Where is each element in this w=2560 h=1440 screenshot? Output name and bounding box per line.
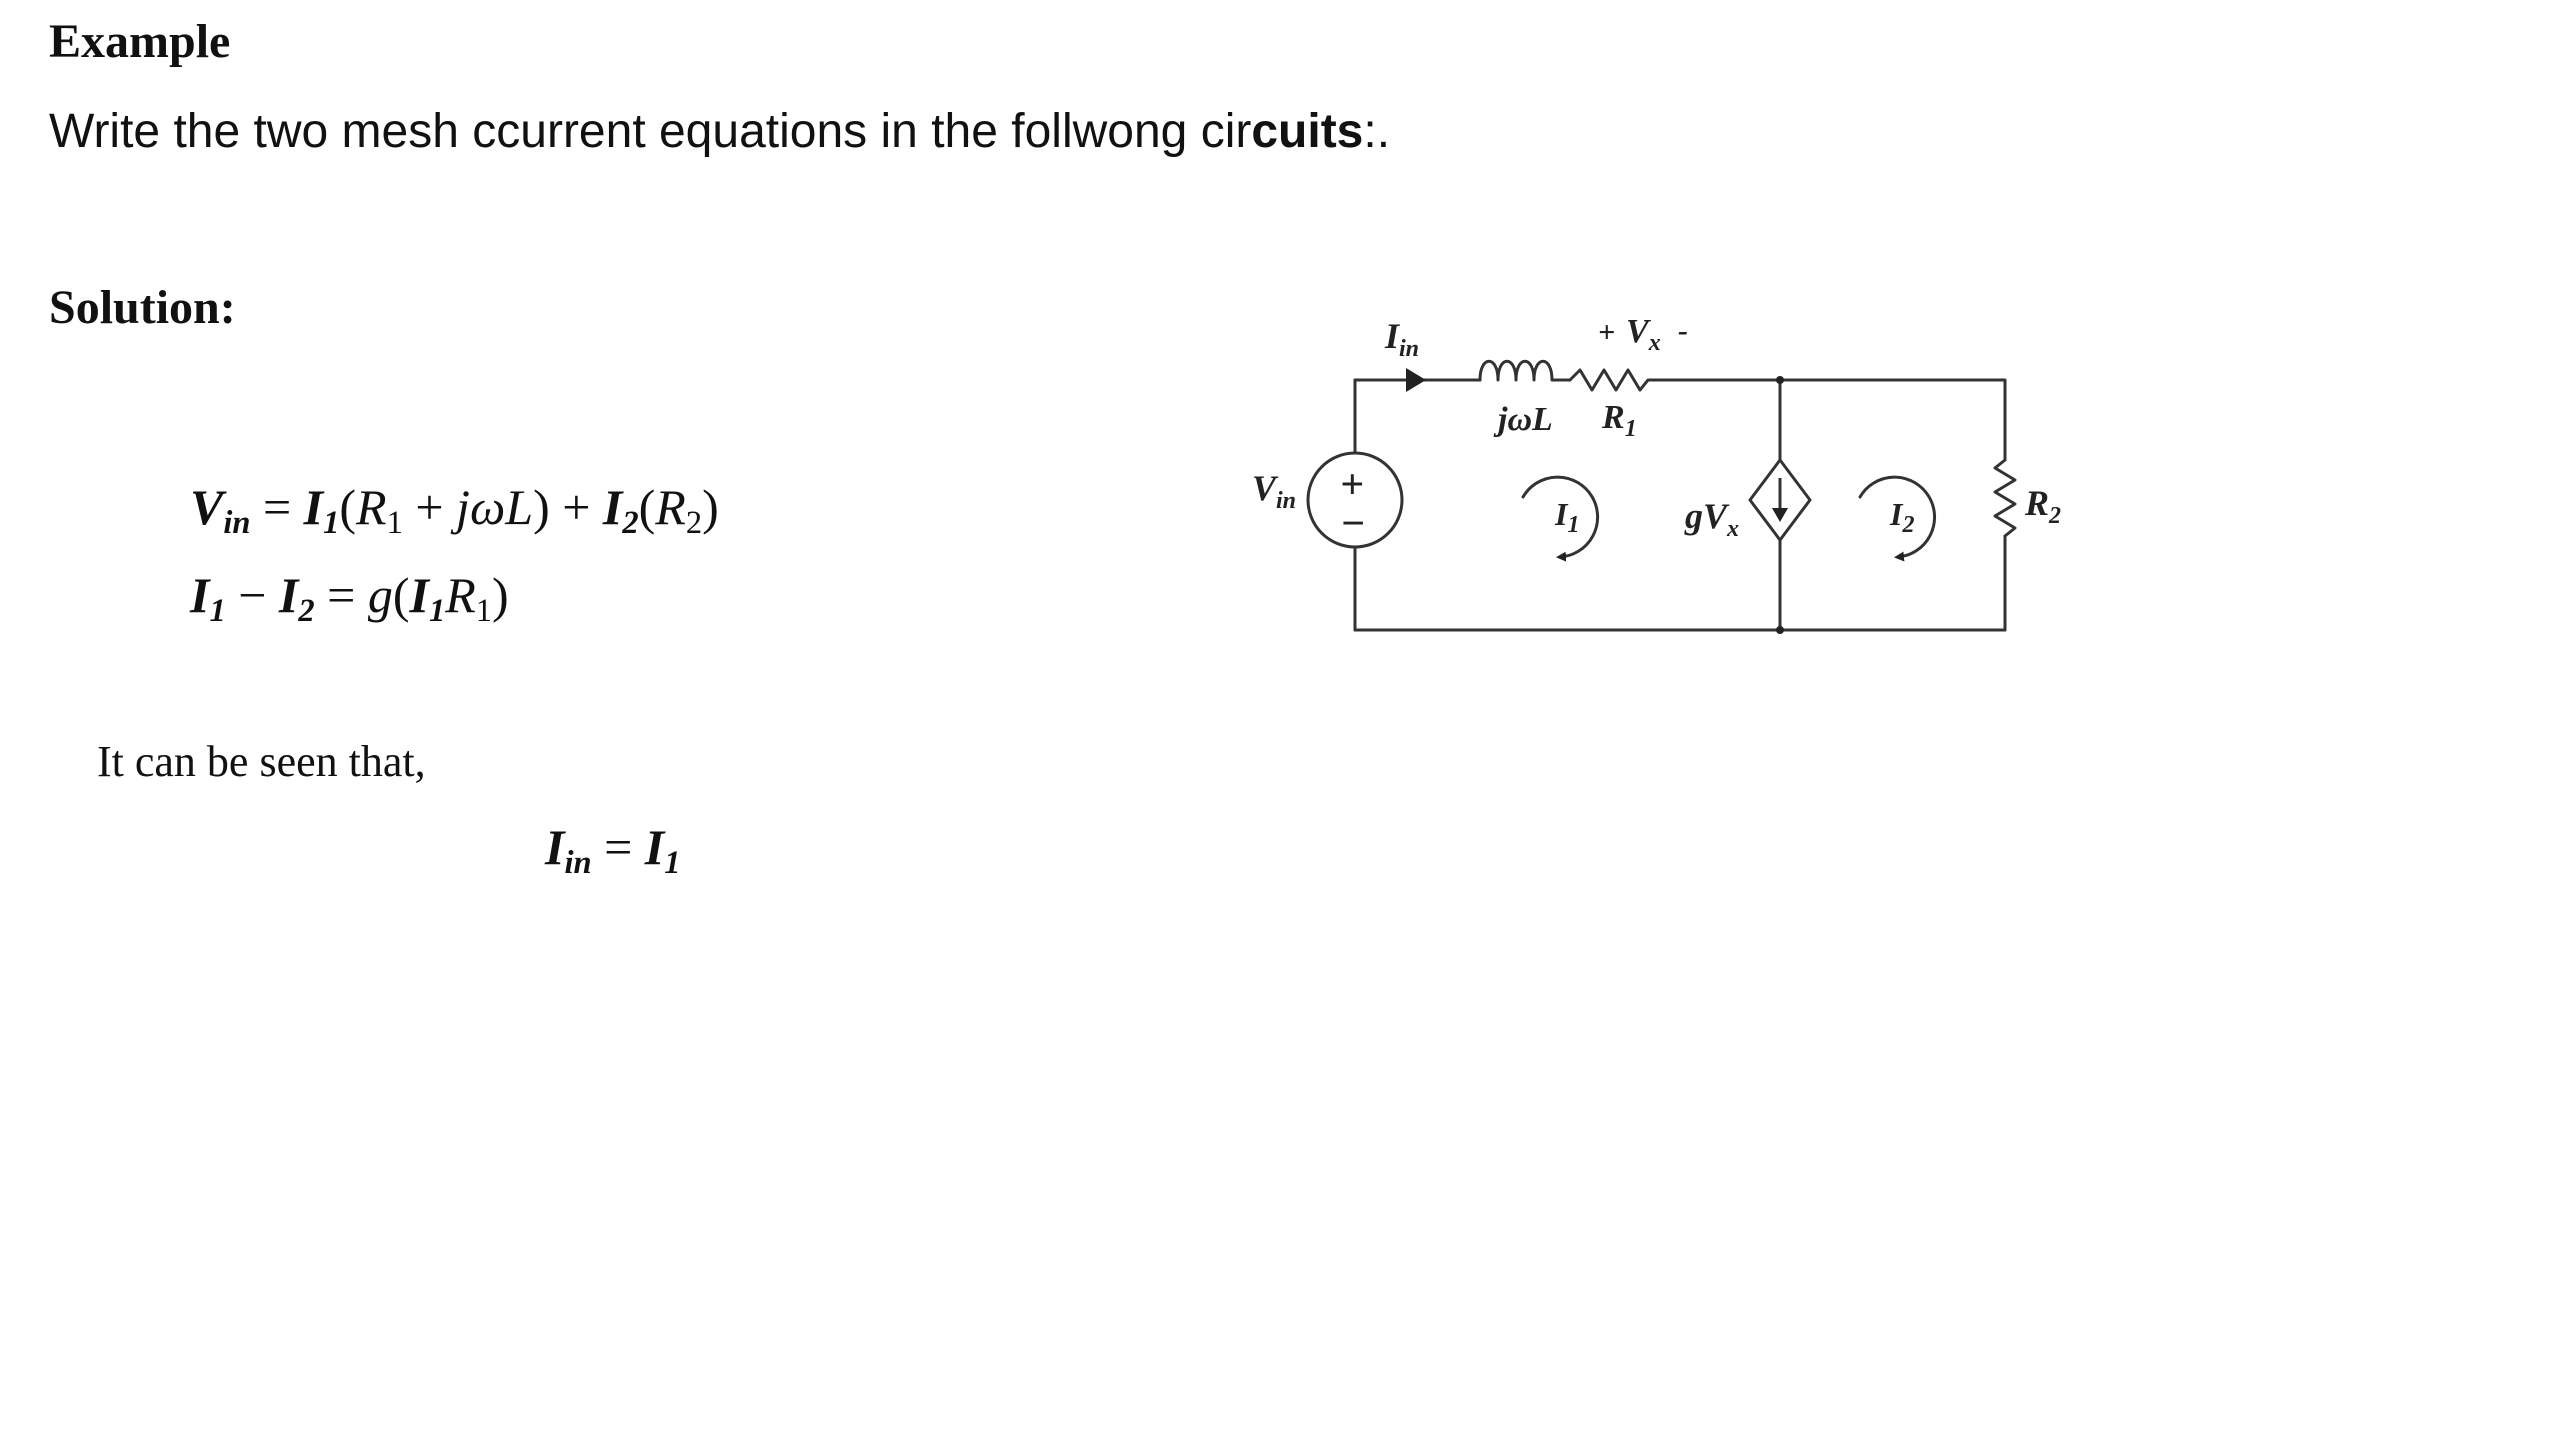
eq2-equals: = (314, 567, 368, 623)
problem-text-part-1: Write the two mesh ccurrent equations in the follwong cir (49, 105, 1252, 158)
eq3-i: I (545, 819, 565, 875)
equation-mesh-2 (190, 566, 509, 630)
eq2-paren-close: ) (492, 567, 509, 623)
node-top-middle (1776, 376, 1784, 384)
r1-label: $R_1$ (1602, 399, 1637, 442)
eq2-r1: R (445, 567, 476, 623)
r2-label: $R_2$ (2025, 483, 2062, 529)
eq2-i1-sub: 1 (209, 593, 226, 630)
eq2-paren-open: ( (392, 567, 410, 623)
eq1-r1-sub: 1 (386, 505, 403, 542)
source-minus-label: − (1340, 501, 1366, 547)
eq1-i1: I (303, 479, 324, 535)
eq1-paren-open-1: ( (339, 479, 357, 535)
eq3-i-sub: in (564, 845, 592, 882)
problem-text-part-2: cuits (1251, 105, 1364, 158)
vx-label: $V_x$ (1626, 313, 1661, 356)
eq1-r2-sub: 2 (685, 505, 703, 542)
vx-plus-label: + (1598, 316, 1616, 349)
dependent-source-label: $gV_x$ (1685, 496, 1740, 542)
circuit-diagram (1230, 300, 2130, 660)
example-heading: Example (49, 15, 231, 68)
eq1-paren-close-2: ) (702, 479, 719, 535)
node-bottom-middle (1776, 626, 1784, 634)
eq2-i1b-sub: 1 (428, 593, 446, 630)
current-direction-arrow (1406, 368, 1426, 392)
eq2-i1b: I (409, 567, 429, 623)
eq2-g: g (367, 567, 393, 623)
eq3-equals: = (591, 819, 645, 875)
mesh-2-label: $I_2$ (1890, 496, 1915, 538)
eq1-plus-2: + (549, 479, 603, 535)
eq1-r1: R (356, 479, 387, 535)
resistor-r2 (1995, 460, 2015, 536)
wire-top-right (1780, 380, 2005, 460)
eq1-v: V (190, 479, 224, 535)
eq2-i2-sub: 2 (298, 593, 315, 630)
iin-label: $I_{in}$ (1385, 316, 1420, 362)
eq1-jwl: jωL (456, 479, 534, 535)
eq2-i1: I (190, 567, 210, 623)
remark-text: It can be seen that, (97, 737, 426, 786)
eq1-i1-sub: 1 (323, 505, 340, 542)
equation-mesh-1 (190, 478, 719, 542)
source-plus-label: + (1340, 462, 1364, 508)
eq2-r1-sub: 1 (475, 593, 493, 630)
vin-label: $V_{in}$ (1252, 468, 1297, 514)
eq3-i1: I (644, 819, 665, 875)
resistor-r1 (1570, 370, 1662, 390)
eq1-i2: I (602, 479, 623, 535)
solution-heading: Solution: (49, 281, 236, 334)
equation-input-current (545, 818, 681, 882)
inductor (1480, 361, 1570, 380)
eq1-paren-open-2: ( (638, 479, 656, 535)
eq1-equals: = (250, 479, 304, 535)
eq1-i2-sub: 2 (622, 505, 639, 542)
inductor-label: jωL (1498, 401, 1553, 438)
eq1-r2: R (655, 479, 686, 535)
eq1-v-sub: in (223, 505, 251, 542)
vx-minus-label: - (1678, 314, 1688, 347)
eq3-i1-sub: 1 (664, 845, 681, 882)
problem-text-part-3: :. (1363, 105, 1391, 158)
mesh-1-label: $I_1$ (1555, 496, 1580, 538)
eq1-paren-close-1: ) (533, 479, 550, 535)
dependent-source-arrowhead (1772, 508, 1788, 522)
eq2-minus: − (225, 567, 279, 623)
eq2-i2: I (278, 567, 299, 623)
problem-statement (49, 104, 1390, 159)
eq1-plus-1: + (402, 479, 457, 535)
